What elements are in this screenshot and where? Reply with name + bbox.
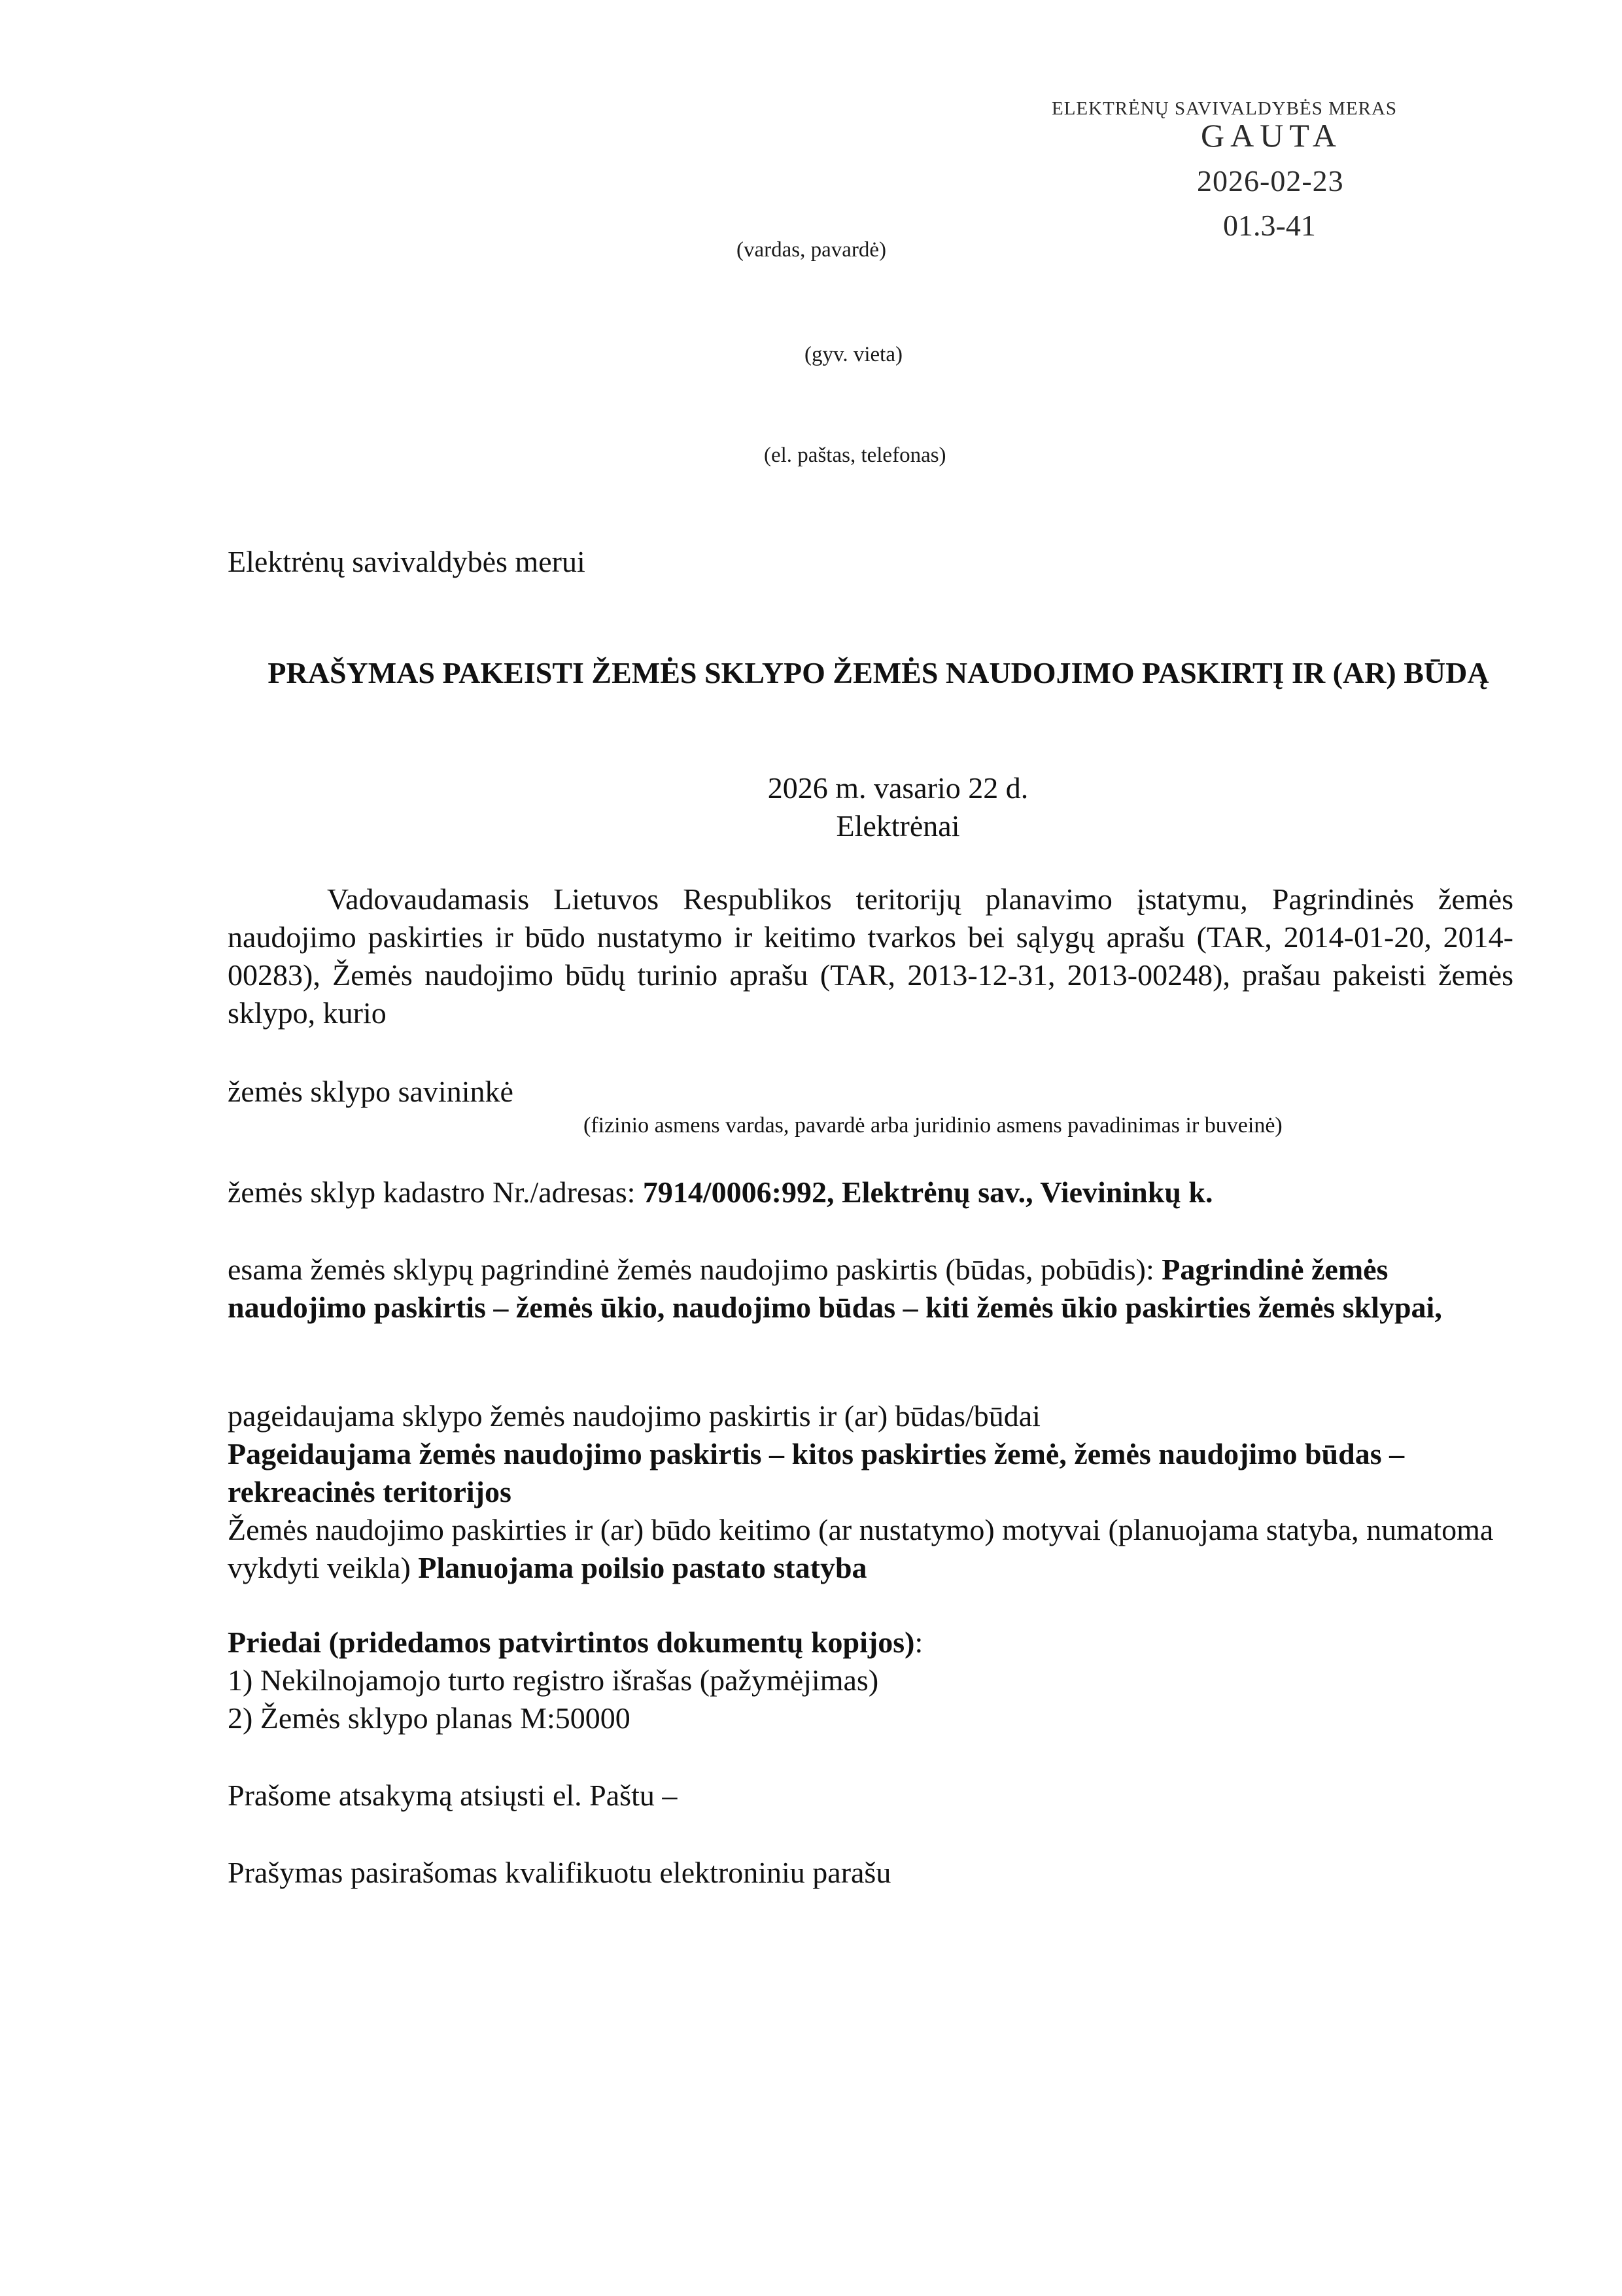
desired-purpose-label: pageidaujama sklypo žemės naudojimo paskirtis ir (ar) būdas/būdai xyxy=(228,1399,1041,1433)
current-purpose-label: esama žemės sklypų pagrindinė žemės naudojimo paskirtis (būdas, pobūdis): xyxy=(228,1253,1162,1286)
intro-paragraph: Vadovaudamasis Lietuvos Respublikos teritorijų planavimo įstatymu, Pagrindinės žemės naudojimo paskirties ir būdo nustatymo ir keitimo tvarkos bei sąlygų aprašu (TAR, 2014-01-20, 2014-00283), Žemės naudojimo būdų turinio aprašu (TAR, 2013-12-31, 2013-00248), prašau pakeisti žemės sklypo, kurio xyxy=(228,882,1513,1030)
applicant-residence-caption: (gyv. vieta) xyxy=(804,343,903,366)
cadastre-line xyxy=(228,1174,1513,1211)
stamp-date: 2026-02-23 xyxy=(1197,164,1344,198)
applicant-name-caption: (vardas, pavardė) xyxy=(736,238,887,262)
owner-caption: (fizinio asmens vardas, pavardė arba juridinio asmens pavadinimas ir buveinė) xyxy=(583,1113,1283,1138)
stamp-registration-number: 01.3-41 xyxy=(1223,209,1316,242)
current-purpose xyxy=(228,1251,1513,1327)
current-purpose-value: Pagrindinė žemės naudojimo paskirtis – žemės ūkio, naudojimo būdas – kiti žemės ūkio paskirties žemės sklypai, xyxy=(228,1253,1442,1324)
document-title: PRAŠYMAS PAKEISTI ŽEMĖS SKLYPO ŽEMĖS NAUDOJIMO PASKIRTĮ IR (AR) BŪDĄ xyxy=(267,656,1489,689)
appendix-title xyxy=(228,1624,1513,1661)
applicant-contact-caption: (el. paštas, telefonas) xyxy=(764,444,946,467)
motives-label: Žemės naudojimo paskirties ir (ar) būdo keitimo (ar nustatymo) motyvai (planuojama statyba, numatoma vykdyti veikla) xyxy=(228,1513,1494,1584)
document-date: 2026 m. vasario 22 d. xyxy=(767,771,1029,805)
owner-label: žemės sklypo savininkė xyxy=(228,1075,513,1108)
appendix-item: 2) Žemės sklypo planas M:50000 xyxy=(228,1701,630,1735)
stamp-status: GAUTA xyxy=(1201,117,1342,154)
appendix-title-tail: : xyxy=(914,1626,923,1659)
cadastre-label: žemės sklyp kadastro Nr./adresas: xyxy=(228,1175,643,1209)
signature-note: Prašymas pasirašomas kvalifikuotu elektroniniu parašu xyxy=(228,1856,891,1889)
appendix-item: 1) Nekilnojamojo turto registro išrašas (pažymėjimas) xyxy=(228,1663,879,1697)
document-place: Elektrėnai xyxy=(836,809,960,843)
addressee: Elektrėnų savivaldybės merui xyxy=(228,545,585,578)
motives xyxy=(228,1511,1513,1587)
desired-purpose-value: Pageidaujama žemės naudojimo paskirtis – kitos paskirties žemė, žemės naudojimo būdas – rekreacinės teritorijos xyxy=(228,1437,1405,1508)
cadastre-value: 7914/0006:992, Elektrėnų sav., Vievininkų k. xyxy=(642,1175,1213,1209)
motives-value: Planuojama poilsio pastato statyba xyxy=(418,1551,867,1584)
reply-request: Prašome atsakymą atsiųsti el. Paštu – xyxy=(228,1779,678,1812)
appendix-title-bold: Priedai (pridedamos patvirtintos dokumentų kopijos) xyxy=(228,1626,915,1659)
stamp-authority: ELEKTRĖNŲ SAVIVALDYBĖS MERAS xyxy=(1052,98,1398,119)
